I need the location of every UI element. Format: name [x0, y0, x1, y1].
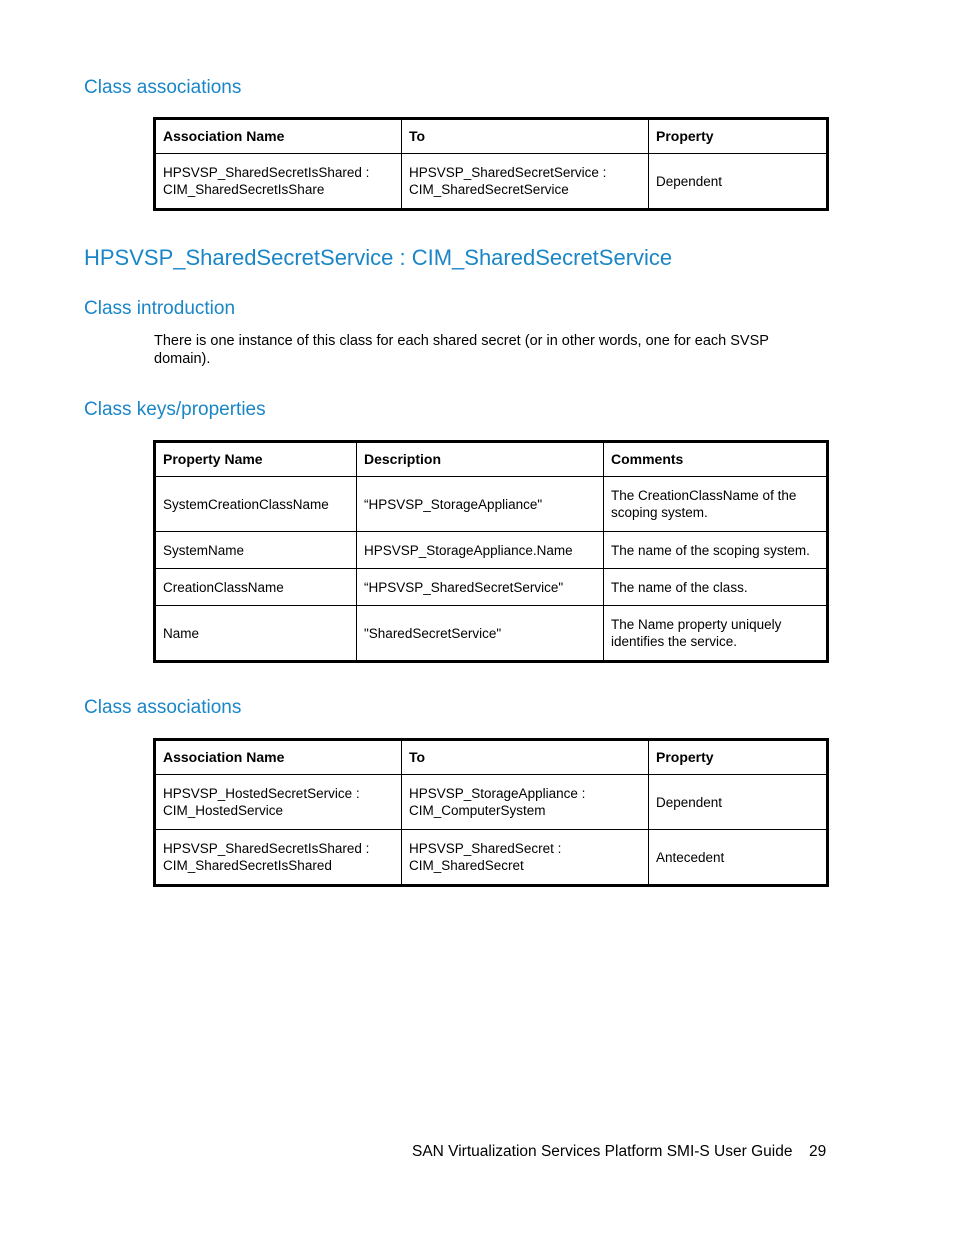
- header-property-name: Property Name: [155, 442, 357, 477]
- header-to: To: [402, 119, 649, 154]
- intro-paragraph: There is one instance of this class for each shared secret (or in other words, one for each SVSP domain).: [154, 333, 769, 367]
- description-cell: HPSVSP_StorageAppliance.Name: [357, 532, 604, 569]
- table-row: [155, 775, 828, 830]
- associations-table-2: [153, 738, 829, 887]
- description-cell: "SharedSecretService": [357, 606, 604, 662]
- keys-properties-table: [153, 440, 829, 663]
- table-row: [155, 154, 828, 210]
- description-cell: “HPSVSP_SharedSecretService": [357, 569, 604, 606]
- association-name-cell: HPSVSP_SharedSecretIsShared : CIM_SharedSecretIsShared: [155, 830, 402, 886]
- association-name-cell: HPSVSP_SharedSecretIsShared : CIM_SharedSecretIsShare: [155, 154, 402, 210]
- comments-cell: The name of the scoping system.: [604, 532, 828, 569]
- table-header-row: [155, 119, 828, 154]
- table-row: [155, 606, 828, 662]
- associations-table-1: [153, 117, 829, 211]
- association-to-cell: HPSVSP_StorageAppliance : CIM_ComputerSystem: [402, 775, 649, 830]
- property-name-cell: Name: [155, 606, 357, 662]
- section-heading-class-keys: Class keys/properties: [84, 399, 266, 420]
- section-heading-class-associations-2: Class associations: [84, 697, 242, 718]
- footer-title: SAN Virtualization Services Platform SMI-S User Guide: [412, 1143, 793, 1160]
- association-property-cell: Dependent: [649, 775, 828, 830]
- association-to-cell: HPSVSP_SharedSecretService : CIM_SharedSecretService: [402, 154, 649, 210]
- property-name-cell: SystemName: [155, 532, 357, 569]
- association-property-cell: Antecedent: [649, 830, 828, 886]
- header-property: Property: [649, 740, 828, 775]
- association-property-cell: Dependent: [649, 154, 828, 210]
- header-comments: Comments: [604, 442, 828, 477]
- section-heading-class-introduction: Class introduction: [84, 298, 236, 319]
- header-association-name: Association Name: [155, 740, 402, 775]
- table-row: [155, 830, 828, 886]
- header-to: To: [402, 740, 649, 775]
- comments-cell: The Name property uniquely identifies the service.: [604, 606, 828, 662]
- class-title: HPSVSP_SharedSecretService : CIM_SharedSecretService: [84, 245, 673, 270]
- association-to-cell: HPSVSP_SharedSecret : CIM_SharedSecret: [402, 830, 649, 886]
- page-number: 29: [809, 1143, 827, 1160]
- table-row: [155, 569, 828, 606]
- section-heading-class-associations-1: Class associations: [84, 77, 242, 98]
- table-row: [155, 477, 828, 532]
- comments-cell: The name of the class.: [604, 569, 828, 606]
- association-name-cell: HPSVSP_HostedSecretService : CIM_HostedService: [155, 775, 402, 830]
- property-name-cell: SystemCreationClassName: [155, 477, 357, 532]
- comments-cell: The CreationClassName of the scoping system.: [604, 477, 828, 532]
- header-description: Description: [357, 442, 604, 477]
- header-association-name: Association Name: [155, 119, 402, 154]
- table-header-row: [155, 442, 828, 477]
- description-cell: “HPSVSP_StorageAppliance": [357, 477, 604, 532]
- table-row: [155, 532, 828, 569]
- header-property: Property: [649, 119, 828, 154]
- property-name-cell: CreationClassName: [155, 569, 357, 606]
- table-header-row: [155, 740, 828, 775]
